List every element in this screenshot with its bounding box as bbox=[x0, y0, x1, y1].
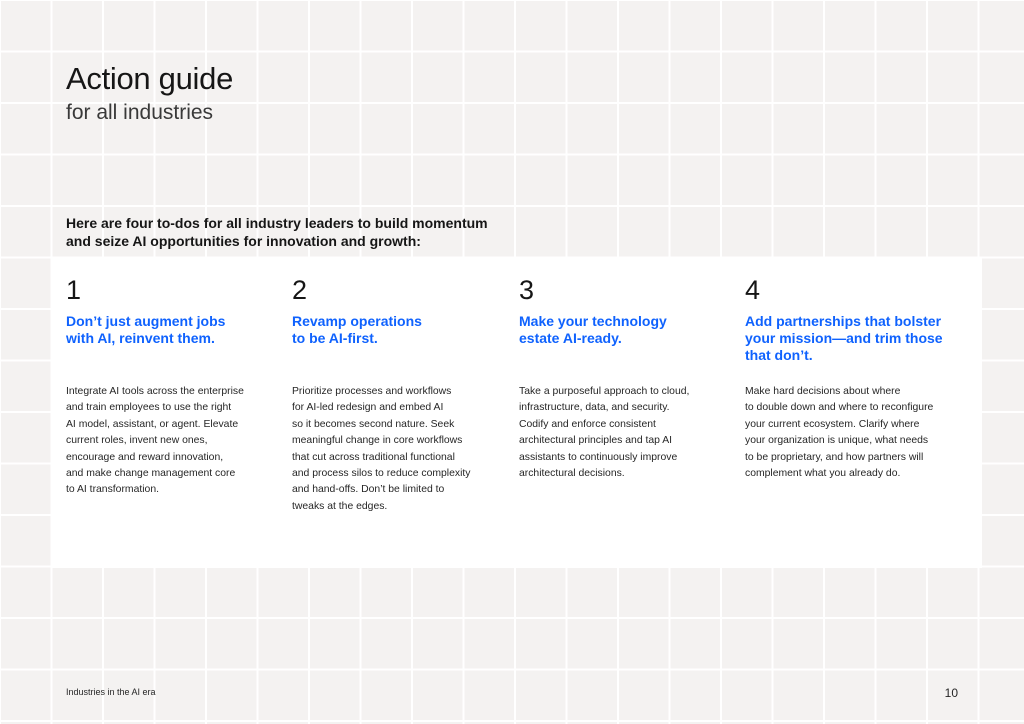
action-description: Prioritize processes and workflows for AI-led redesign and embed AI so it becomes second nature. Seek meaningful change in core workflows that cut across traditional functional and process silos to reduce complexity and hand-offs. Don’t be limited to tweaks at the edges. bbox=[292, 386, 471, 512]
intro-text: Here are four to-dos for all industry leaders to build momentum and seize AI opportunities for innovation and growth: bbox=[66, 215, 488, 249]
page-title: Action guide bbox=[66, 61, 234, 96]
action-panel bbox=[52, 258, 982, 568]
footer-publication-label: Industries in the AI era bbox=[66, 687, 156, 697]
action-heading: Don’t just augment jobs with AI, reinvent them. bbox=[66, 313, 226, 346]
action-description: Make hard decisions about where to double down and where to reconfigure your current ecosystem. Clarify where your organization is unique, what needs to be proprietary, and how partners will complement what you already do. bbox=[745, 386, 934, 480]
action-description: Take a purposeful approach to cloud, infrastructure, data, and security. Codify and enforce consistent architectural principles and tap AI assistants to continuously improve architectural decisions. bbox=[519, 386, 690, 480]
page-subtitle: for all industries bbox=[66, 101, 214, 124]
page-number: 10 bbox=[944, 686, 958, 700]
action-number: 2 bbox=[292, 275, 308, 305]
action-heading: Make your technology estate AI-ready. bbox=[519, 313, 667, 346]
action-heading: Add partnerships that bolster your mission—and trim those that don’t. bbox=[745, 313, 943, 363]
action-description: Integrate AI tools across the enterprise and train employees to use the right AI model, assistant, or agent. Elevate current roles, invent new ones, encourage and reward innovation, and make change management core to AI transformation. bbox=[66, 386, 244, 496]
action-number: 1 bbox=[66, 275, 82, 305]
action-heading: Revamp operations to be AI-first. bbox=[292, 313, 422, 346]
action-number: 3 bbox=[519, 275, 535, 305]
action-number: 4 bbox=[745, 275, 761, 305]
